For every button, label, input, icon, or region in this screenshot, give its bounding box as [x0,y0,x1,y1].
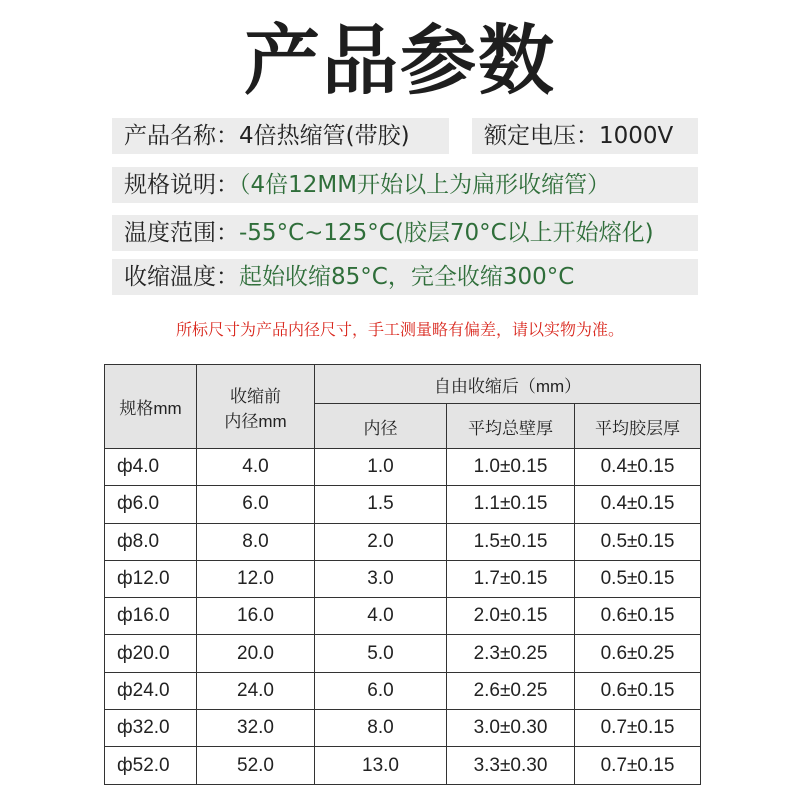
spec-desc-value: （4倍12MM开始以上为扁形收缩管） [239,172,611,198]
cell-before: 16.0 [197,598,315,635]
cell-wall: 1.0±0.15 [447,449,575,486]
header-spec: 规格mm [105,365,197,449]
cell-glue: 0.4±0.15 [575,486,701,523]
cell-glue: 0.6±0.15 [575,672,701,709]
cell-before: 52.0 [197,747,315,784]
cell-inner: 1.5 [315,486,447,523]
product-name-bar [112,118,449,154]
shrink-temp-value: 起始收缩85°C，完全收缩300°C [239,264,575,290]
cell-before: 8.0 [197,523,315,560]
measurement-note: 所标尺寸为产品内径尺寸，手工测量略有偏差，请以实物为准。 [175,320,624,339]
product-name-label: 产品名称： [124,123,239,149]
spec-desc-bar [112,167,698,203]
cell-wall: 2.0±0.15 [447,598,575,635]
cell-before: 24.0 [197,672,315,709]
cell-spec: ф12.0 [105,560,197,597]
header-wall: 平均总壁厚 [447,404,575,449]
cell-glue: 0.6±0.25 [575,635,701,672]
header-before-line2: 内径mm [224,411,287,431]
cell-glue: 0.7±0.15 [575,710,701,747]
cell-glue: 0.4±0.15 [575,449,701,486]
cell-spec: ф32.0 [105,710,197,747]
table-row [105,635,701,672]
table-row [105,560,701,597]
spec-desc-label: 规格说明： [124,172,239,198]
voltage-value: 1000V [599,123,674,149]
temp-range-bar [112,215,698,251]
table-row [105,598,701,635]
voltage-bar [472,118,698,154]
cell-inner: 8.0 [315,710,447,747]
cell-wall: 3.3±0.30 [447,747,575,784]
page-title: 产品参数 [244,16,556,105]
table-row [105,449,701,486]
table-row [105,747,701,784]
temp-range-label: 温度范围： [124,220,239,246]
cell-inner: 5.0 [315,635,447,672]
cell-wall: 3.0±0.30 [447,710,575,747]
cell-glue: 0.6±0.15 [575,598,701,635]
shrink-temp-bar [112,259,698,295]
header-before-line1: 收缩前 [230,386,281,406]
cell-wall: 2.3±0.25 [447,635,575,672]
spec-table [104,364,701,785]
header-inner: 内径 [315,404,447,449]
product-name-value: 4倍热缩管(带胶) [239,123,410,149]
cell-inner: 3.0 [315,560,447,597]
cell-spec: ф6.0 [105,486,197,523]
table-row [105,486,701,523]
cell-spec: ф20.0 [105,635,197,672]
cell-glue: 0.5±0.15 [575,560,701,597]
table-row [105,523,701,560]
cell-wall: 1.7±0.15 [447,560,575,597]
cell-spec: ф24.0 [105,672,197,709]
header-glue: 平均胶层厚 [575,404,701,449]
cell-before: 12.0 [197,560,315,597]
voltage-label: 额定电压： [484,123,599,149]
cell-before: 20.0 [197,635,315,672]
table-row [105,710,701,747]
cell-inner: 6.0 [315,672,447,709]
cell-inner: 4.0 [315,598,447,635]
cell-before: 6.0 [197,486,315,523]
cell-glue: 0.7±0.15 [575,747,701,784]
cell-wall: 1.5±0.15 [447,523,575,560]
table-row [105,672,701,709]
cell-inner: 1.0 [315,449,447,486]
cell-glue: 0.5±0.15 [575,523,701,560]
header-after: 自由收缩后（mm） [315,365,701,404]
cell-spec: ф8.0 [105,523,197,560]
cell-inner: 13.0 [315,747,447,784]
cell-spec: ф52.0 [105,747,197,784]
header-before [197,365,315,449]
cell-before: 32.0 [197,710,315,747]
cell-spec: ф16.0 [105,598,197,635]
cell-spec: ф4.0 [105,449,197,486]
cell-before: 4.0 [197,449,315,486]
cell-wall: 1.1±0.15 [447,486,575,523]
cell-wall: 2.6±0.25 [447,672,575,709]
shrink-temp-label: 收缩温度： [124,264,239,290]
temp-range-value: -55°C~125°C(胶层70°C以上开始熔化) [239,220,654,246]
cell-inner: 2.0 [315,523,447,560]
